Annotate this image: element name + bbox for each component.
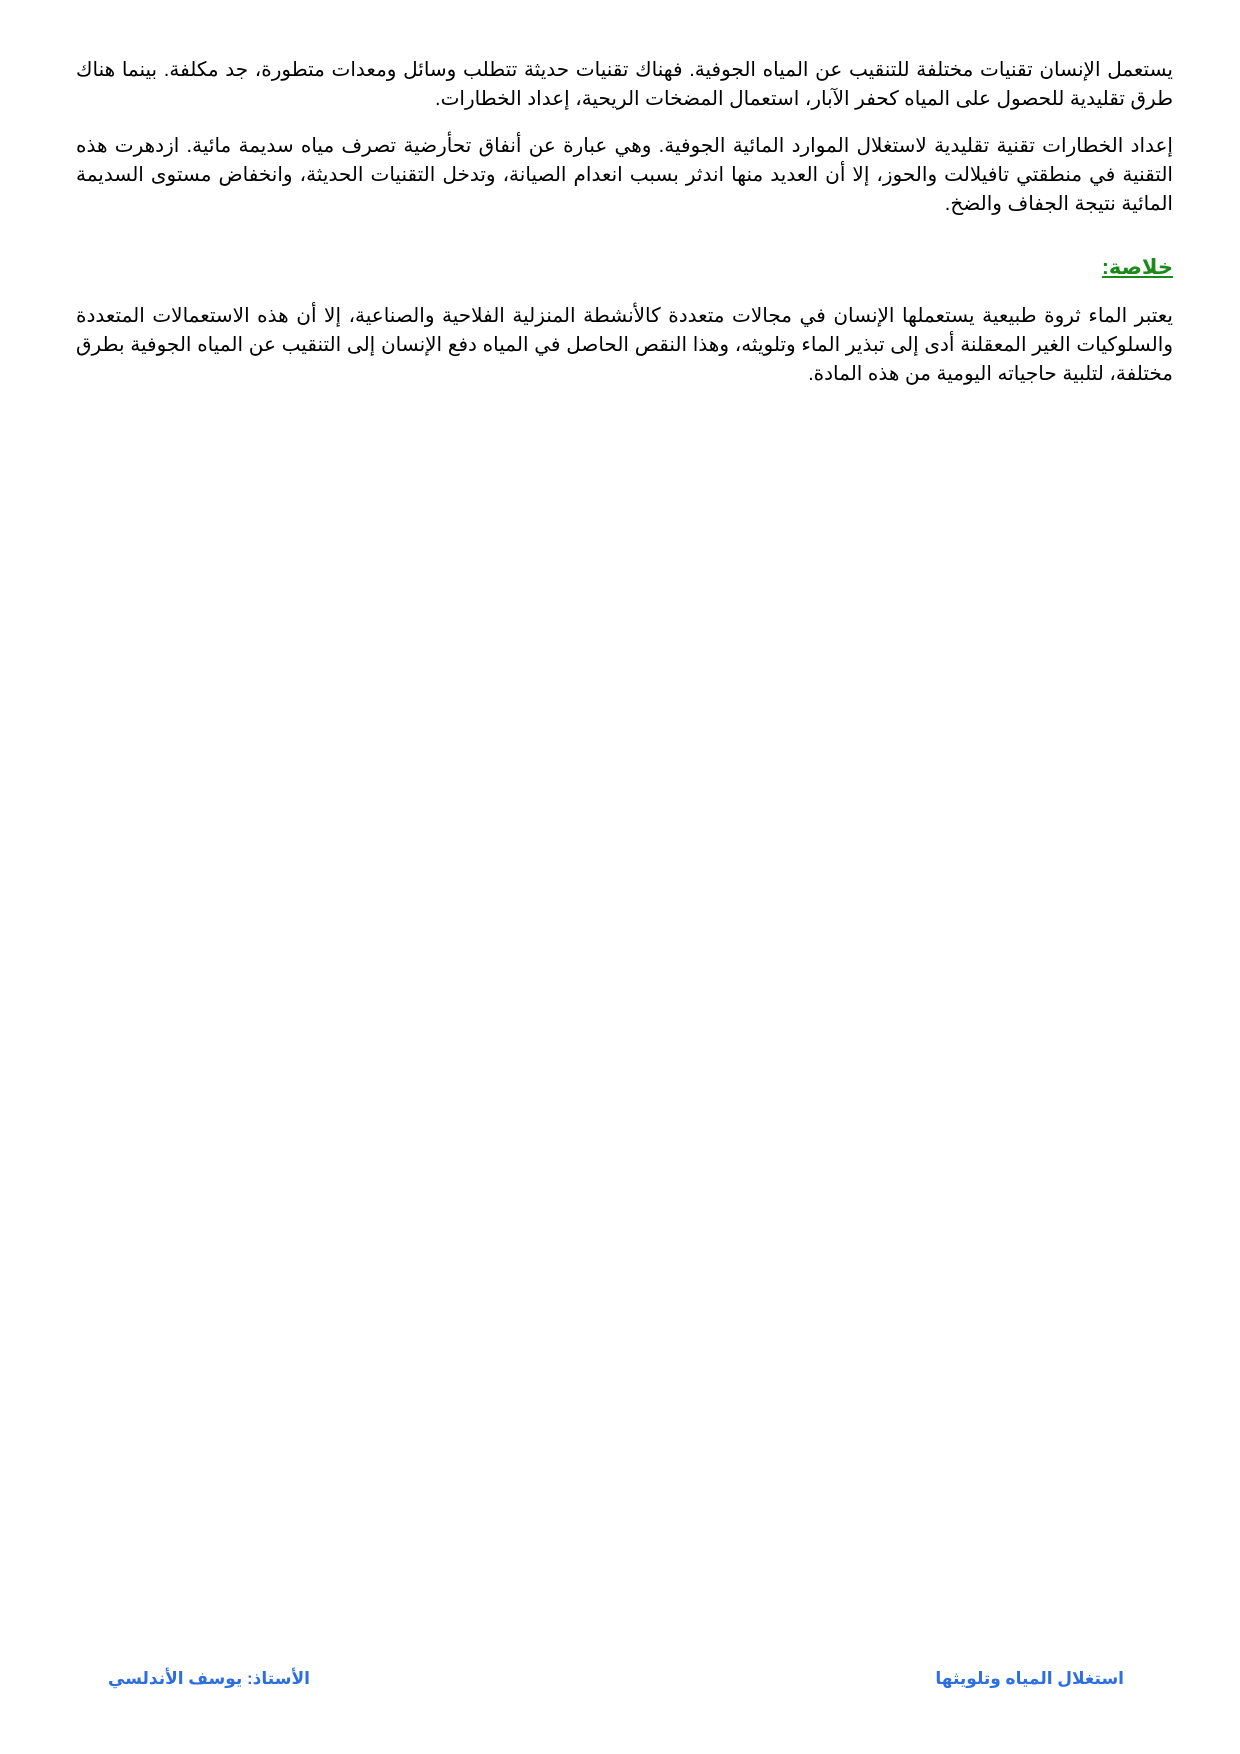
paragraph-drilling-techniques: يستعمل الإنسان تقنيات مختلفة للتنقيب عن المياه الجوفية. فهناك تقنيات حديثة تتطلب وسائل ومعدات متطورة، جد مكلفة. بينما هناك طرق تقليدية للحصول على المياه كحفر الآبار، استعمال المضخات الريحية، إعداد الخطارات. xyxy=(76,59,1173,110)
footer-lesson-title: استغلال المياه وتلويثها xyxy=(935,1669,1124,1688)
page-footer xyxy=(0,1669,1240,1699)
document-body xyxy=(76,56,1173,389)
conclusion-heading: خلاصة: xyxy=(1101,256,1173,279)
paragraph-khettara: إعداد الخطارات تقنية تقليدية لاستغلال الموارد المائية الجوفية. وهي عبارة عن أنفاق تحأرضية تصرف مياه سديمة مائية. ازدهرت هذه التقنية في منطقتي تافيلالت والحوز، إلا أن العديد منها اندثر بسبب انعدام الصيانة، وتدخل التقنيات الحديثة، وانخفاض مستوى السديمة المائية نتيجة الجفاف والضخ. xyxy=(76,135,1173,215)
footer-teacher-name: الأستاذ: يوسف الأندلسي xyxy=(108,1669,310,1688)
paragraph-conclusion: يعتبر الماء ثروة طبيعية يستعملها الإنسان في مجالات متعددة كالأنشطة المنزلية الفلاحية والصناعية، إلا أن هذه الاستعمالات المتعددة والسلوكيات الغير المعقلنة أدى إلى تبذير الماء وتلويثه، وهذا النقص الحاصل في المياه دفع الإنسان إلى التنقيب عن المياه الجوفية بطرق مختلفة، لتلبية حاجياته اليومية من هذه المادة. xyxy=(76,305,1173,385)
